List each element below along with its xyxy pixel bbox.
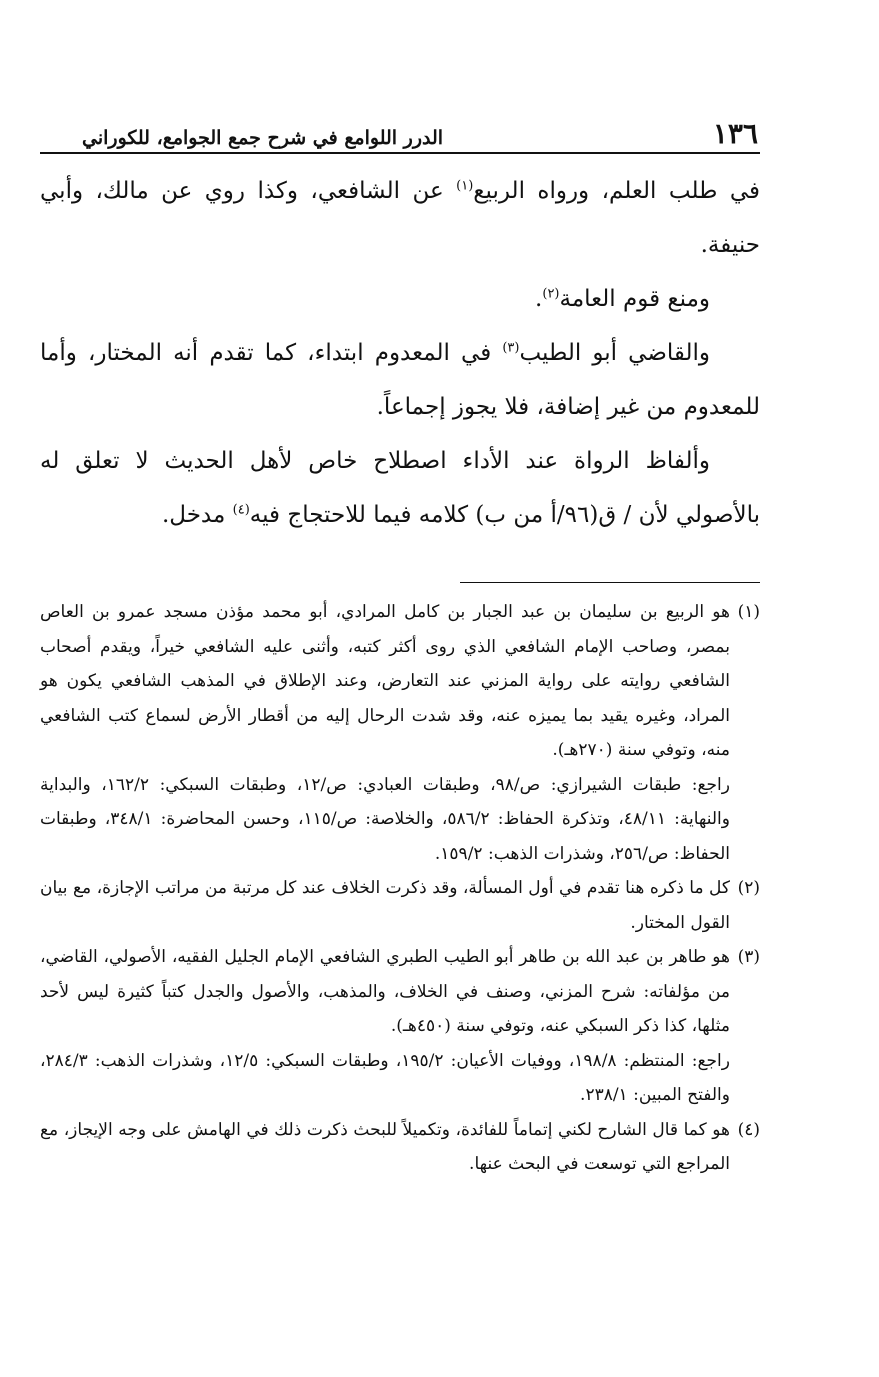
footnote-number: (٣) [737,947,760,967]
footnote-4 [40,1113,760,1182]
footnote-number: (٤) [737,1119,760,1140]
footnote-number: (١) [737,602,760,622]
main-paragraph-4: وألفاظ الرواة عند الأداء اصطلاح خاص لأهل الحديث لا تعلق له بالأصولي لأن / ق(٩٦/أ من ب) كلامه فيما للاحتجاج فيه$^{(٤)}$ مدخل. [40,448,760,528]
footnote-ref-4[interactable]: (٤) [232,502,250,518]
running-title: الدرر اللوامع في شرح جمع الجوامع، للكوراني [82,127,444,149]
book-page [40,108,760,1182]
footnote-number: (٢) [737,878,760,898]
footnote-text: هو الربيع بن سليمان بن عبد الجبار بن كامل المرادي، أبو محمد مؤذن مسجد عمرو بن العاص بمصر، وصاحب الإمام الشافعي الذي روى أكثر كتبه، وأثنى عليه الشافعي خيراً، ويقدم أصحاب الشافعي روايته على رواية المزني عند التعارض، وعند الإطلاق في المذهب الشافعي يكون هو المراد، وغيره يقيد بما يميزه عنه، وقد شدت الرحال إليه من أقطار الأرض لسماع كتب الشافعي منه، وتوفي سنة (٢٧٠هـ). [40,602,730,760]
footnote-text: هو كما قال الشارح لكني إتماماً للفائدة، وتكميلاً للبحث ذكرت ذلك في الهامش على وجه الإيجاز، مع المراجع التي توسعت في البحث عنها. [40,1119,730,1174]
main-paragraph-1: في طلب العلم، ورواه الربيع$^{(١)}$ عن الشافعي، وكذا روي عن مالك، وأبي حنيفة. [40,178,760,258]
footnote-text: هو طاهر بن عبد الله بن طاهر أبو الطيب الطبري الشافعي الإمام الجليل الفقيه، الأصولي، القاضي، من مؤلفاته: شرح المزني، وصنف في الخلاف، والمذهب، والأصول والجدل كتباً كثيرة ليس لأحد مثلها، كذا ذكر السبكي عنه، وتوفي سنة (٤٥٠هـ). [40,947,730,1036]
footnote-divider [460,582,760,583]
main-text [40,164,760,542]
footnote-references: راجع: المنتظم: ١٩٨/٨، ووفيات الأعيان: ١٩٥/٢، وطبقات السبكي: ١٢/٥، وشذرات الذهب: ٢٨٤/٣، والفتح المبين: ٢٣٨/١. [40,1050,730,1105]
main-paragraph-2: ومنع قوم العامة$^{(٢)}$. [535,286,710,312]
footnote-2 [40,871,760,940]
footnote-ref-1[interactable]: (١) [456,178,474,194]
page-header [40,108,760,154]
footnote-ref-2[interactable]: (٢) [542,286,560,302]
footnote-text: كل ما ذكره هنا تقدم في أول المسألة، وقد ذكرت الخلاف عند كل مرتبة من مراتب الإجازة، مع بيان القول المختار. [40,878,730,933]
main-paragraph-3: والقاضي أبو الطيب$^{(٣)}$ في المعدوم ابتداء، كما تقدم أنه المختار، وأما للمعدوم من غير إضافة، فلا يجوز إجماعاً. [40,340,760,420]
footnotes [40,595,760,1182]
footnote-ref-3[interactable]: (٣) [502,340,520,356]
footnote-references: راجع: طبقات الشيرازي: ص/٩٨، وطبقات العبادي: ص/١٢، وطبقات السبكي: ١٦٢/٢، والبداية والنهاية: ٤٨/١١، وتذكرة الحفاظ: ٥٨٦/٢، والخلاصة: ص/١١٥، وحسن المحاضرة: ٣٤٨/١، وطبقات الحفاظ: ص/٢٥٦، وشذرات الذهب: ١٥٩/٢. [40,774,730,864]
page-number: ١٣٦ [712,117,758,150]
footnote-3 [40,940,760,1113]
footnote-1 [40,595,760,871]
